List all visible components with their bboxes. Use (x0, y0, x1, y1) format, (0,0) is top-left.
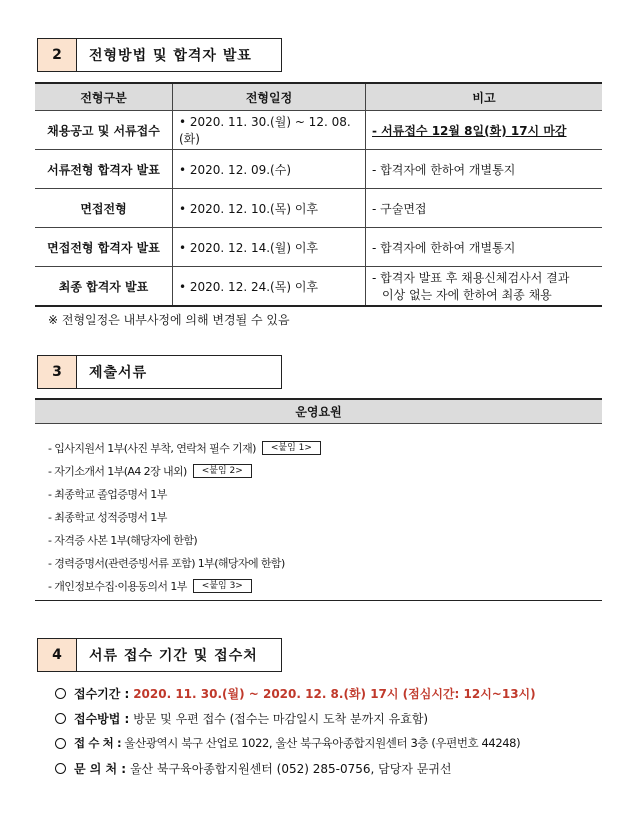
table-cell-schedule: • 2020. 12. 09.(수) (173, 150, 366, 189)
section-title: 제출서류 (77, 355, 282, 389)
info-item-period (55, 685, 536, 702)
schedule-footnote: ※ 전형일정은 내부사정에 의해 변경될 수 있음 (48, 313, 290, 327)
info-value: 방문 및 우편 접수 (접수는 마감일시 도착 분까지 유효함) (133, 712, 429, 726)
table-cell-type: 면접전형 (35, 189, 173, 228)
table-cell-schedule: • 2020. 11. 30.(월) ~ 12. 08.(화) (173, 111, 366, 150)
info-label: 접 수 처 : (74, 736, 122, 750)
section-title: 전형방법 및 합격자 발표 (77, 38, 282, 72)
list-item (48, 436, 321, 459)
note-text: - 서류접수 12월 8일(화) 17시 마감 (372, 123, 567, 138)
circle-bullet-icon (55, 713, 66, 724)
table-row (35, 111, 602, 150)
document-text: - 개인정보수집·이용동의서 1부 (48, 579, 187, 593)
table-cell-type: 채용공고 및 서류접수 (35, 111, 173, 150)
list-item (48, 482, 321, 505)
info-item-location (55, 735, 520, 751)
info-value: 2020. 11. 30.(월) ~ 2020. 12. 8.(화) 17시 (점심시간: 12시~13시) (133, 687, 536, 701)
document-text: - 경력증명서(관련증빙서류 포함) 1부(해당자에 한함) (48, 556, 285, 570)
table-row (35, 267, 602, 307)
column-header: 전형일정 (173, 83, 366, 111)
attachment-tag: <붙임 1> (262, 441, 321, 455)
schedule-table (35, 82, 602, 307)
section-4-header (37, 638, 282, 672)
info-item-contact (55, 760, 452, 777)
circle-bullet-icon (55, 738, 66, 749)
document-text: - 자격증 사본 1부(해당자에 한함) (48, 533, 198, 547)
note-line: - 합격자 발표 후 채용신체검사서 결과 (372, 271, 570, 285)
column-header: 비고 (366, 83, 603, 111)
attachment-tag: <붙임 2> (193, 464, 252, 478)
section-3-header (37, 355, 282, 389)
info-label: 접수방법 : (74, 712, 130, 726)
info-value: 울산광역시 북구 산업로 1022, 울산 북구육아종합지원센터 3층 (우편번호 44248) (124, 736, 521, 750)
table-cell-schedule: • 2020. 12. 24.(목) 이후 (173, 267, 366, 307)
section-number: 2 (37, 38, 77, 72)
document-text: - 입사지원서 1부(사진 부착, 연락처 필수 기재) (48, 441, 256, 455)
document-text: - 최종학교 성적증명서 1부 (48, 510, 167, 524)
list-item (48, 459, 321, 482)
table-cell-note (366, 111, 603, 150)
section-title: 서류 접수 기간 및 접수처 (77, 638, 282, 672)
note-line: 이상 없는 자에 한하여 최종 채용 (382, 288, 552, 302)
table-header-row (35, 83, 602, 111)
table-row (35, 228, 602, 267)
table-cell-note: - 구술면접 (366, 189, 603, 228)
document-text: - 자기소개서 1부(A4 2장 내외) (48, 464, 187, 478)
table-cell-note (366, 267, 603, 307)
table-row (35, 150, 602, 189)
table-cell-note: - 합격자에 한하여 개별통지 (366, 228, 603, 267)
documents-table-header: 운영요원 (35, 398, 602, 424)
attachment-tag: <붙임 3> (193, 579, 252, 593)
table-cell-type: 면접전형 합격자 발표 (35, 228, 173, 267)
list-item (48, 505, 321, 528)
circle-bullet-icon (55, 763, 66, 774)
info-label: 문 의 처 : (74, 762, 127, 776)
table-cell-type: 서류전형 합격자 발표 (35, 150, 173, 189)
document-text: - 최종학교 졸업증명서 1부 (48, 487, 167, 501)
column-header: 전형구분 (35, 83, 173, 111)
table-cell-schedule: • 2020. 12. 14.(월) 이후 (173, 228, 366, 267)
documents-list (48, 436, 321, 597)
table-row (35, 189, 602, 228)
section-number: 4 (37, 638, 77, 672)
table-cell-schedule: • 2020. 12. 10.(목) 이후 (173, 189, 366, 228)
section-2-header (37, 38, 282, 72)
documents-table-bottom-rule (35, 600, 602, 601)
info-value: 울산 북구육아종합지원센터 (052) 285-0756, 담당자 문귀선 (129, 762, 452, 776)
table-cell-note: - 합격자에 한하여 개별통지 (366, 150, 603, 189)
list-item (48, 551, 321, 574)
circle-bullet-icon (55, 688, 66, 699)
list-item (48, 574, 321, 597)
info-item-method (55, 710, 428, 727)
list-item (48, 528, 321, 551)
table-cell-type: 최종 합격자 발표 (35, 267, 173, 307)
info-label: 접수기간 : (74, 687, 130, 701)
section-number: 3 (37, 355, 77, 389)
